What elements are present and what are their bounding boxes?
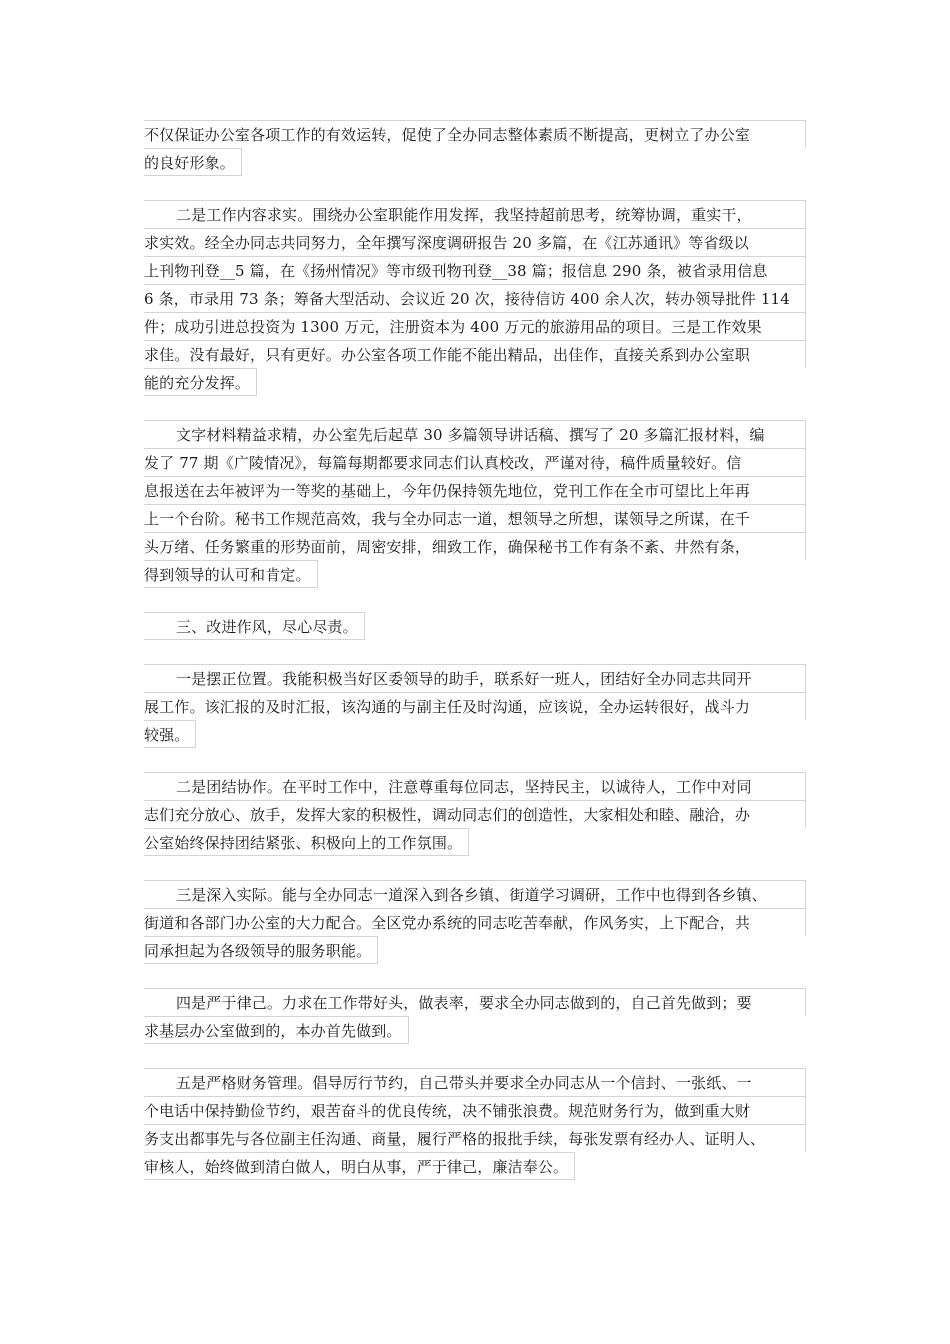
text-line: 头万绪、任务繁重的形势面前，周密安排，细致工作，确保秘书工作有条不紊、井然有条，	[144, 532, 806, 560]
paragraph-self-discipline	[144, 988, 806, 1048]
text-line: 街道和各部门办公室的大力配合。全区党办系统的同志吃苦奉献，作风务实，上下配合，共	[144, 908, 806, 936]
text-line: 件；成功引进总投资为 1300 万元，注册资本为 400 万元的旅游用品的项目。三是工作效果	[144, 312, 806, 340]
text-line: 文字材料精益求精，办公室先后起草 30 多篇领导讲话稿、撰写了 20 多篇汇报材料，编	[144, 420, 806, 448]
text-line: 二是工作内容求实。围绕办公室职能作用发挥，我坚持超前思考，统筹协调，重实干，	[144, 200, 806, 228]
text-line: 一是摆正位置。我能积极当好区委领导的助手，联系好一班人，团结好全办同志共同开	[144, 664, 806, 692]
text-line: 求佳。没有最好，只有更好。办公室各项工作能不能出精品，出佳作，直接关系到办公室职	[144, 340, 806, 368]
text-line: 不仅保证办公室各项工作的有效运转，促使了全办同志整体素质不断提高，更树立了办公室	[144, 120, 806, 148]
text-line: 三是深入实际。能与全办同志一道深入到各乡镇、街道学习调研，工作中也得到各乡镇、	[144, 880, 806, 908]
text-line: 个电话中保持勤俭节约，艰苦奋斗的优良传统，决不铺张浪费。规范财务行为，做到重大财	[144, 1096, 806, 1124]
text-line: 务支出都事先与各位副主任沟通、商量，履行严格的报批手续，每张发票有经办人、证明人、	[144, 1124, 806, 1152]
text-line: 求实效。经全办同志共同努力，全年撰写深度调研报告 20 多篇，在《江苏通讯》等省级以	[144, 228, 806, 256]
text-line: 较强。	[144, 720, 196, 748]
text-line: 6 条，市录用 73 条；筹备大型活动、会议近 20 次，接待信访 400 余人次，转办领导批件 114	[144, 284, 806, 312]
text-line: 同承担起为各级领导的服务职能。	[144, 936, 378, 964]
text-line: 能的充分发挥。	[144, 368, 257, 396]
text-line: 四是严于律己。力求在工作带好头，做表率，要求全办同志做到的，自己首先做到；要	[144, 988, 806, 1016]
paragraph-teamwork	[144, 772, 806, 860]
text-line: 展工作。该汇报的及时汇报，该沟通的与副主任及时沟通，应该说，全办运转很好，战斗力	[144, 692, 806, 720]
paragraph-position	[144, 664, 806, 752]
text-line: 二是团结协作。在平时工作中，注意尊重每位同志，坚持民主，以诚待人，工作中对同	[144, 772, 806, 800]
section-heading-3	[144, 612, 806, 644]
text-line: 求基层办公室做到的，本办首先做到。	[144, 1016, 409, 1044]
text-line: 审核人，始终做到清白做人，明白从事，严于律己，廉洁奉公。	[144, 1152, 575, 1180]
text-line: 公室始终保持团结紧张、积极向上的工作氛围。	[144, 828, 469, 856]
paragraph-2	[144, 200, 806, 400]
text-line: 五是严格财务管理。倡导厉行节约，自己带头并要求全办同志从一个信封、一张纸、一	[144, 1068, 806, 1096]
paragraph-1	[144, 120, 806, 180]
paragraph-finance	[144, 1068, 806, 1184]
paragraph-3	[144, 420, 806, 592]
text-line: 的良好形象。	[144, 148, 242, 176]
paragraph-field-work	[144, 880, 806, 968]
text-line: 发了 77 期《广陵情况》，每篇每期都要求同志们认真校改，严谨对待，稿件质量较好。信	[144, 448, 806, 476]
text-line: 上一个台阶。秘书工作规范高效，我与全办同志一道，想领导之所想，谋领导之所谋，在千	[144, 504, 806, 532]
text-line: 息报送在去年被评为一等奖的基础上，今年仍保持领先地位，党刊工作在全市可望比上年再	[144, 476, 806, 504]
text-line: 得到领导的认可和肯定。	[144, 560, 318, 588]
text-line: 志们充分放心、放手，发挥大家的积极性，调动同志们的创造性，大家相处和睦、融洽，办	[144, 800, 806, 828]
document-body	[144, 120, 806, 1204]
text-line: 上刊物刊登__5 篇，在《扬州情况》等市级刊物刊登__38 篇；报信息 290 条，被省录用信息	[144, 256, 806, 284]
text-line: 三、改进作风，尽心尽责。	[144, 612, 365, 640]
